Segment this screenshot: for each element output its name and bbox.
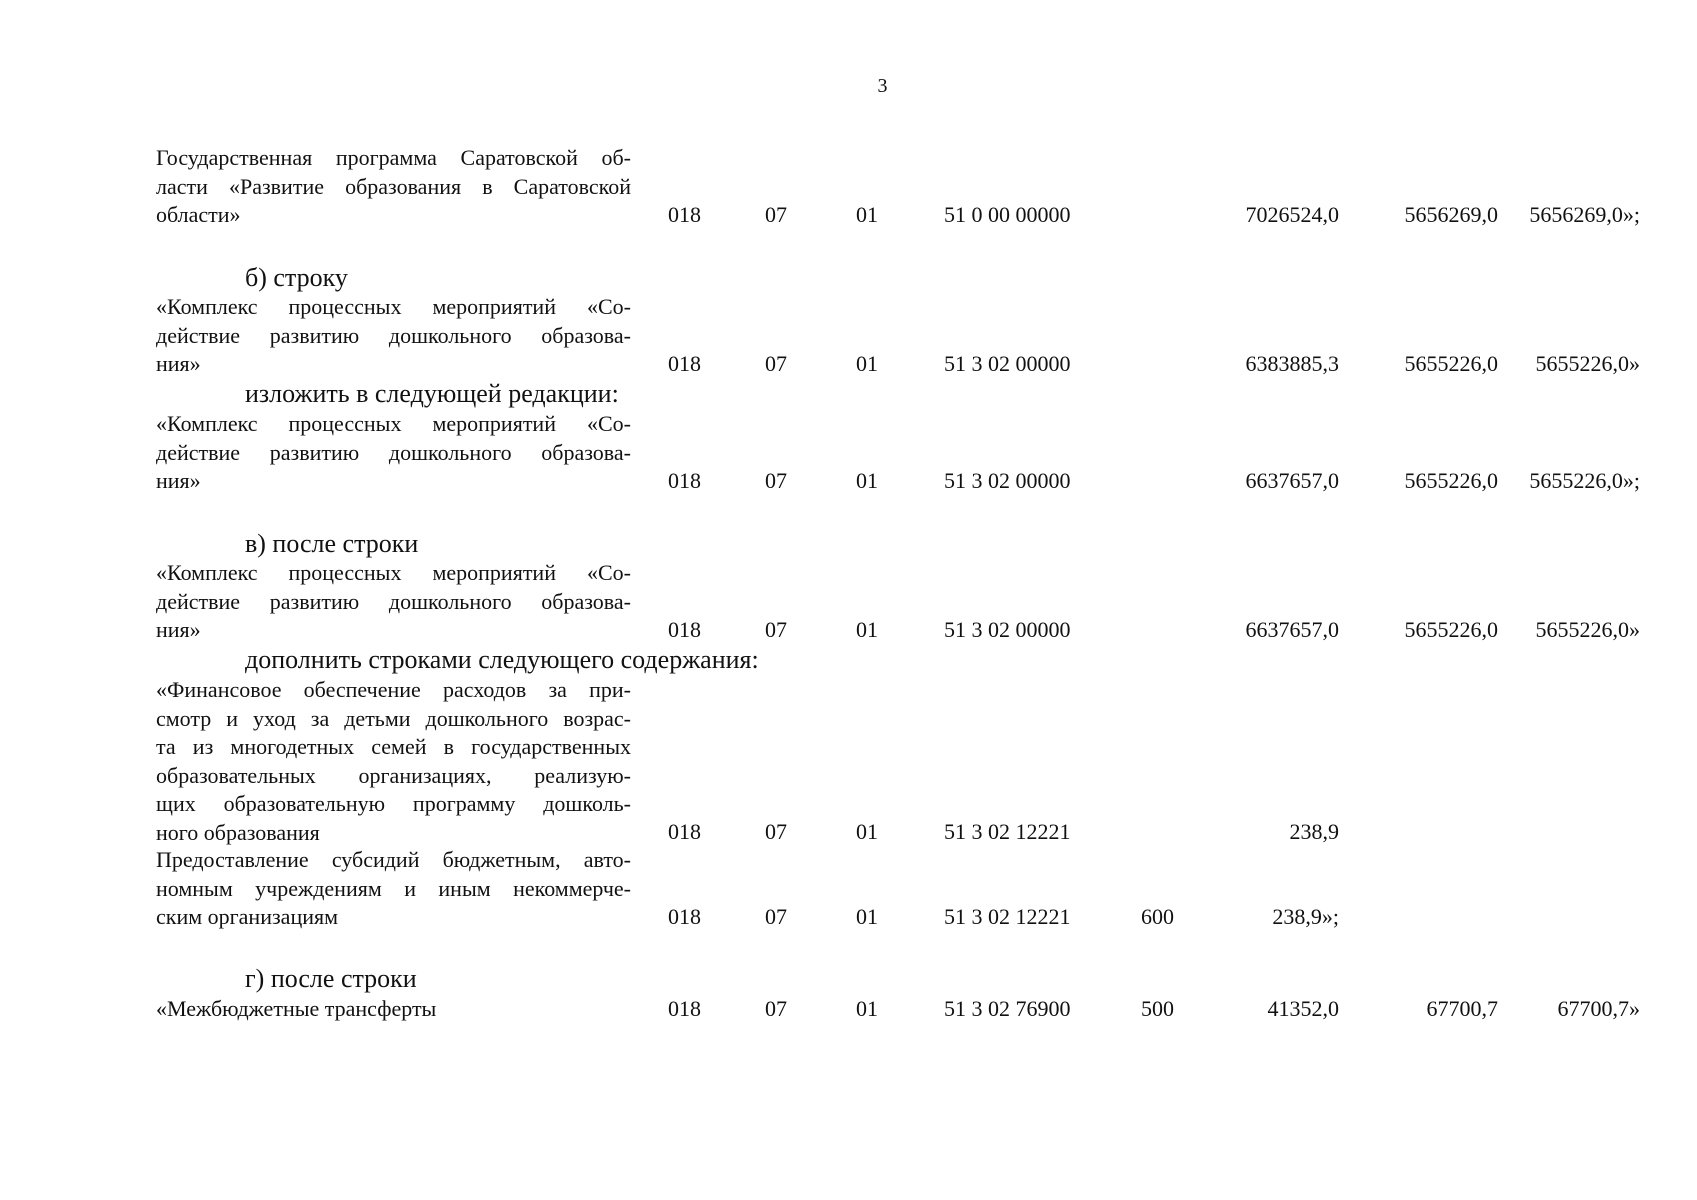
description-line: ласти «Развитие образования в Саратовской [156,173,631,199]
amount-year-3: 5656269,0»; [1529,202,1640,227]
row-description [156,410,631,496]
amount-year-1: 6637657,0 [1245,617,1339,642]
subsection-code: 01 [856,351,878,376]
description-line: ским организациям [156,904,339,929]
ministry-code: 018 [668,904,701,929]
amount-year-3: 67700,7» [1557,996,1640,1021]
row-description [156,559,631,645]
page-number: 3 [877,75,888,97]
description-line: «Финансовое обеспечение расходов за при- [156,677,631,702]
section-heading: дополнить строками следующего содержания: [245,645,759,674]
ministry-code: 018 [668,351,701,376]
row-description [156,995,631,1024]
ministry-code: 018 [668,202,701,227]
description-line: щих образовательную программу дошколь- [156,791,631,816]
section-heading: изложить в следующей редакции: [245,379,619,408]
target-article: 51 3 02 00000 [944,617,1071,642]
description-line: номным учреждениям и иным некоммерче- [156,875,631,901]
section-code: 07 [765,996,787,1021]
description-line: та из многодетных семей в государственных [156,734,631,759]
description-line: «Комплекс процессных мероприятий «Со- [156,560,631,585]
description-line: действие развитию дошкольного образова- [156,588,631,614]
target-article: 51 3 02 76900 [944,996,1071,1021]
subsection-code: 01 [856,904,878,929]
description-line: ния» [156,617,201,642]
section-heading: в) после строки [245,529,419,558]
row-description [156,676,631,847]
row-description [156,144,631,230]
description-line: ния» [156,468,201,493]
amount-year-2: 5655226,0 [1404,617,1498,642]
section-code: 07 [765,351,787,376]
section-code: 07 [765,904,787,929]
amount-year-2: 5656269,0 [1404,202,1498,227]
amount-year-2: 5655226,0 [1404,468,1498,493]
ministry-code: 018 [668,996,701,1021]
description-line: «Комплекс процессных мероприятий «Со- [156,294,631,319]
description-line: ного образования [156,819,320,845]
expense-type: 500 [1141,996,1174,1021]
amount-year-1: 238,9 [1289,819,1339,844]
ministry-code: 018 [668,617,701,642]
description-line: действие развитию дошкольного образова- [156,322,631,348]
section-code: 07 [765,819,787,844]
subsection-code: 01 [856,202,878,227]
subsection-code: 01 [856,819,878,844]
subsection-code: 01 [856,468,878,493]
row-description [156,846,631,932]
description-line: ния» [156,351,201,376]
subsection-code: 01 [856,617,878,642]
description-line: образовательных организациях, реализую- [156,762,631,788]
target-article: 51 3 02 12221 [944,819,1071,844]
amount-year-1: 41352,0 [1267,996,1339,1021]
section-code: 07 [765,468,787,493]
target-article: 51 3 02 00000 [944,468,1071,493]
section-code: 07 [765,202,787,227]
amount-year-2: 67700,7 [1426,996,1498,1021]
ministry-code: 018 [668,819,701,844]
amount-year-3: 5655226,0» [1535,351,1640,376]
amount-year-2: 5655226,0 [1404,351,1498,376]
amount-year-1: 6637657,0 [1245,468,1339,493]
section-code: 07 [765,617,787,642]
amount-year-1: 238,9»; [1272,904,1339,929]
row-description [156,293,631,379]
target-article: 51 0 00 00000 [944,202,1071,227]
section-heading: г) после строки [245,964,417,993]
ministry-code: 018 [668,468,701,493]
amount-year-1: 7026524,0 [1245,202,1339,227]
description-line: области» [156,202,241,227]
amount-year-3: 5655226,0» [1535,617,1640,642]
description-line: Предоставление субсидий бюджетным, авто- [156,847,631,872]
description-line: «Межбюджетные трансферты [156,996,437,1021]
description-line: действие развитию дошкольного образова- [156,439,631,465]
target-article: 51 3 02 12221 [944,904,1071,929]
subsection-code: 01 [856,996,878,1021]
description-line: смотр и уход за детьми дошкольного возрас- [156,705,631,731]
description-line: «Комплекс процессных мероприятий «Со- [156,411,631,436]
amount-year-1: 6383885,3 [1245,351,1339,376]
target-article: 51 3 02 00000 [944,351,1071,376]
section-heading: б) строку [245,263,348,292]
description-line: Государственная программа Саратовской об- [156,145,631,170]
expense-type: 600 [1141,904,1174,929]
amount-year-3: 5655226,0»; [1529,468,1640,493]
